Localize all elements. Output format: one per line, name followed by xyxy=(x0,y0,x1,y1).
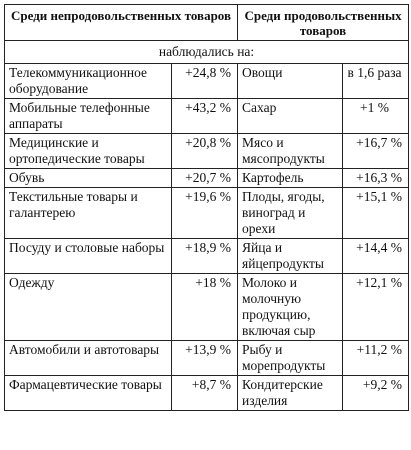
table-row xyxy=(5,169,409,188)
non-food-item-name: Медицинские и ортопедические товары xyxy=(5,134,172,169)
non-food-item-value: +18 % xyxy=(172,274,238,341)
non-food-item-value: +24,8 % xyxy=(172,64,238,99)
table-row xyxy=(5,239,409,274)
non-food-item-name: Телекоммуникационное оборудование xyxy=(5,64,172,99)
food-item-name: Картофель xyxy=(238,169,343,188)
header-non-food: Среди непродовольственных товаров xyxy=(5,5,238,41)
food-item-name: Мясо и мясопродукты xyxy=(238,134,343,169)
food-item-name: Рыбу и морепродукты xyxy=(238,341,343,376)
non-food-item-value: +19,6 % xyxy=(172,188,238,239)
non-food-item-name: Посуду и столовые наборы xyxy=(5,239,172,274)
food-item-value: +14,4 % xyxy=(343,239,409,274)
food-item-value: в 1,6 раза xyxy=(343,64,409,99)
note-row xyxy=(5,41,409,64)
price-change-table xyxy=(4,4,409,411)
food-item-name: Кондитерские изделия xyxy=(238,376,343,411)
non-food-item-name: Автомобили и автотовары xyxy=(5,341,172,376)
non-food-item-name: Одежду xyxy=(5,274,172,341)
table-row xyxy=(5,188,409,239)
food-item-value: +11,2 % xyxy=(343,341,409,376)
food-item-value: +16,3 % xyxy=(343,169,409,188)
header-food: Среди продовольственных товаров xyxy=(238,5,409,41)
table-row xyxy=(5,341,409,376)
food-item-name: Яйца и яйцепродукты xyxy=(238,239,343,274)
non-food-item-value: +20,8 % xyxy=(172,134,238,169)
food-item-name: Овощи xyxy=(238,64,343,99)
food-item-name: Молоко и молочную продукцию, включая сыр xyxy=(238,274,343,341)
food-item-value: +16,7 % xyxy=(343,134,409,169)
non-food-item-name: Фармацевтические товары xyxy=(5,376,172,411)
food-item-name: Плоды, ягоды, виноград и орехи xyxy=(238,188,343,239)
food-item-value: +12,1 % xyxy=(343,274,409,341)
table-row xyxy=(5,64,409,99)
food-item-name: Сахар xyxy=(238,99,343,134)
non-food-item-value: +18,9 % xyxy=(172,239,238,274)
food-item-value: +9,2 % xyxy=(343,376,409,411)
non-food-item-name: Мобильные телефонные аппараты xyxy=(5,99,172,134)
table-row xyxy=(5,274,409,341)
price-table-container xyxy=(4,4,409,411)
table-row xyxy=(5,99,409,134)
note-text: наблюдались на: xyxy=(5,41,409,64)
table-header-row xyxy=(5,5,409,41)
non-food-item-value: +43,2 % xyxy=(172,99,238,134)
non-food-item-value: +13,9 % xyxy=(172,341,238,376)
food-item-value: +15,1 % xyxy=(343,188,409,239)
table-row xyxy=(5,376,409,411)
non-food-item-name: Текстильные товары и галантерею xyxy=(5,188,172,239)
table-row xyxy=(5,134,409,169)
food-item-value: +1 % xyxy=(343,99,409,134)
non-food-item-name: Обувь xyxy=(5,169,172,188)
non-food-item-value: +8,7 % xyxy=(172,376,238,411)
non-food-item-value: +20,7 % xyxy=(172,169,238,188)
